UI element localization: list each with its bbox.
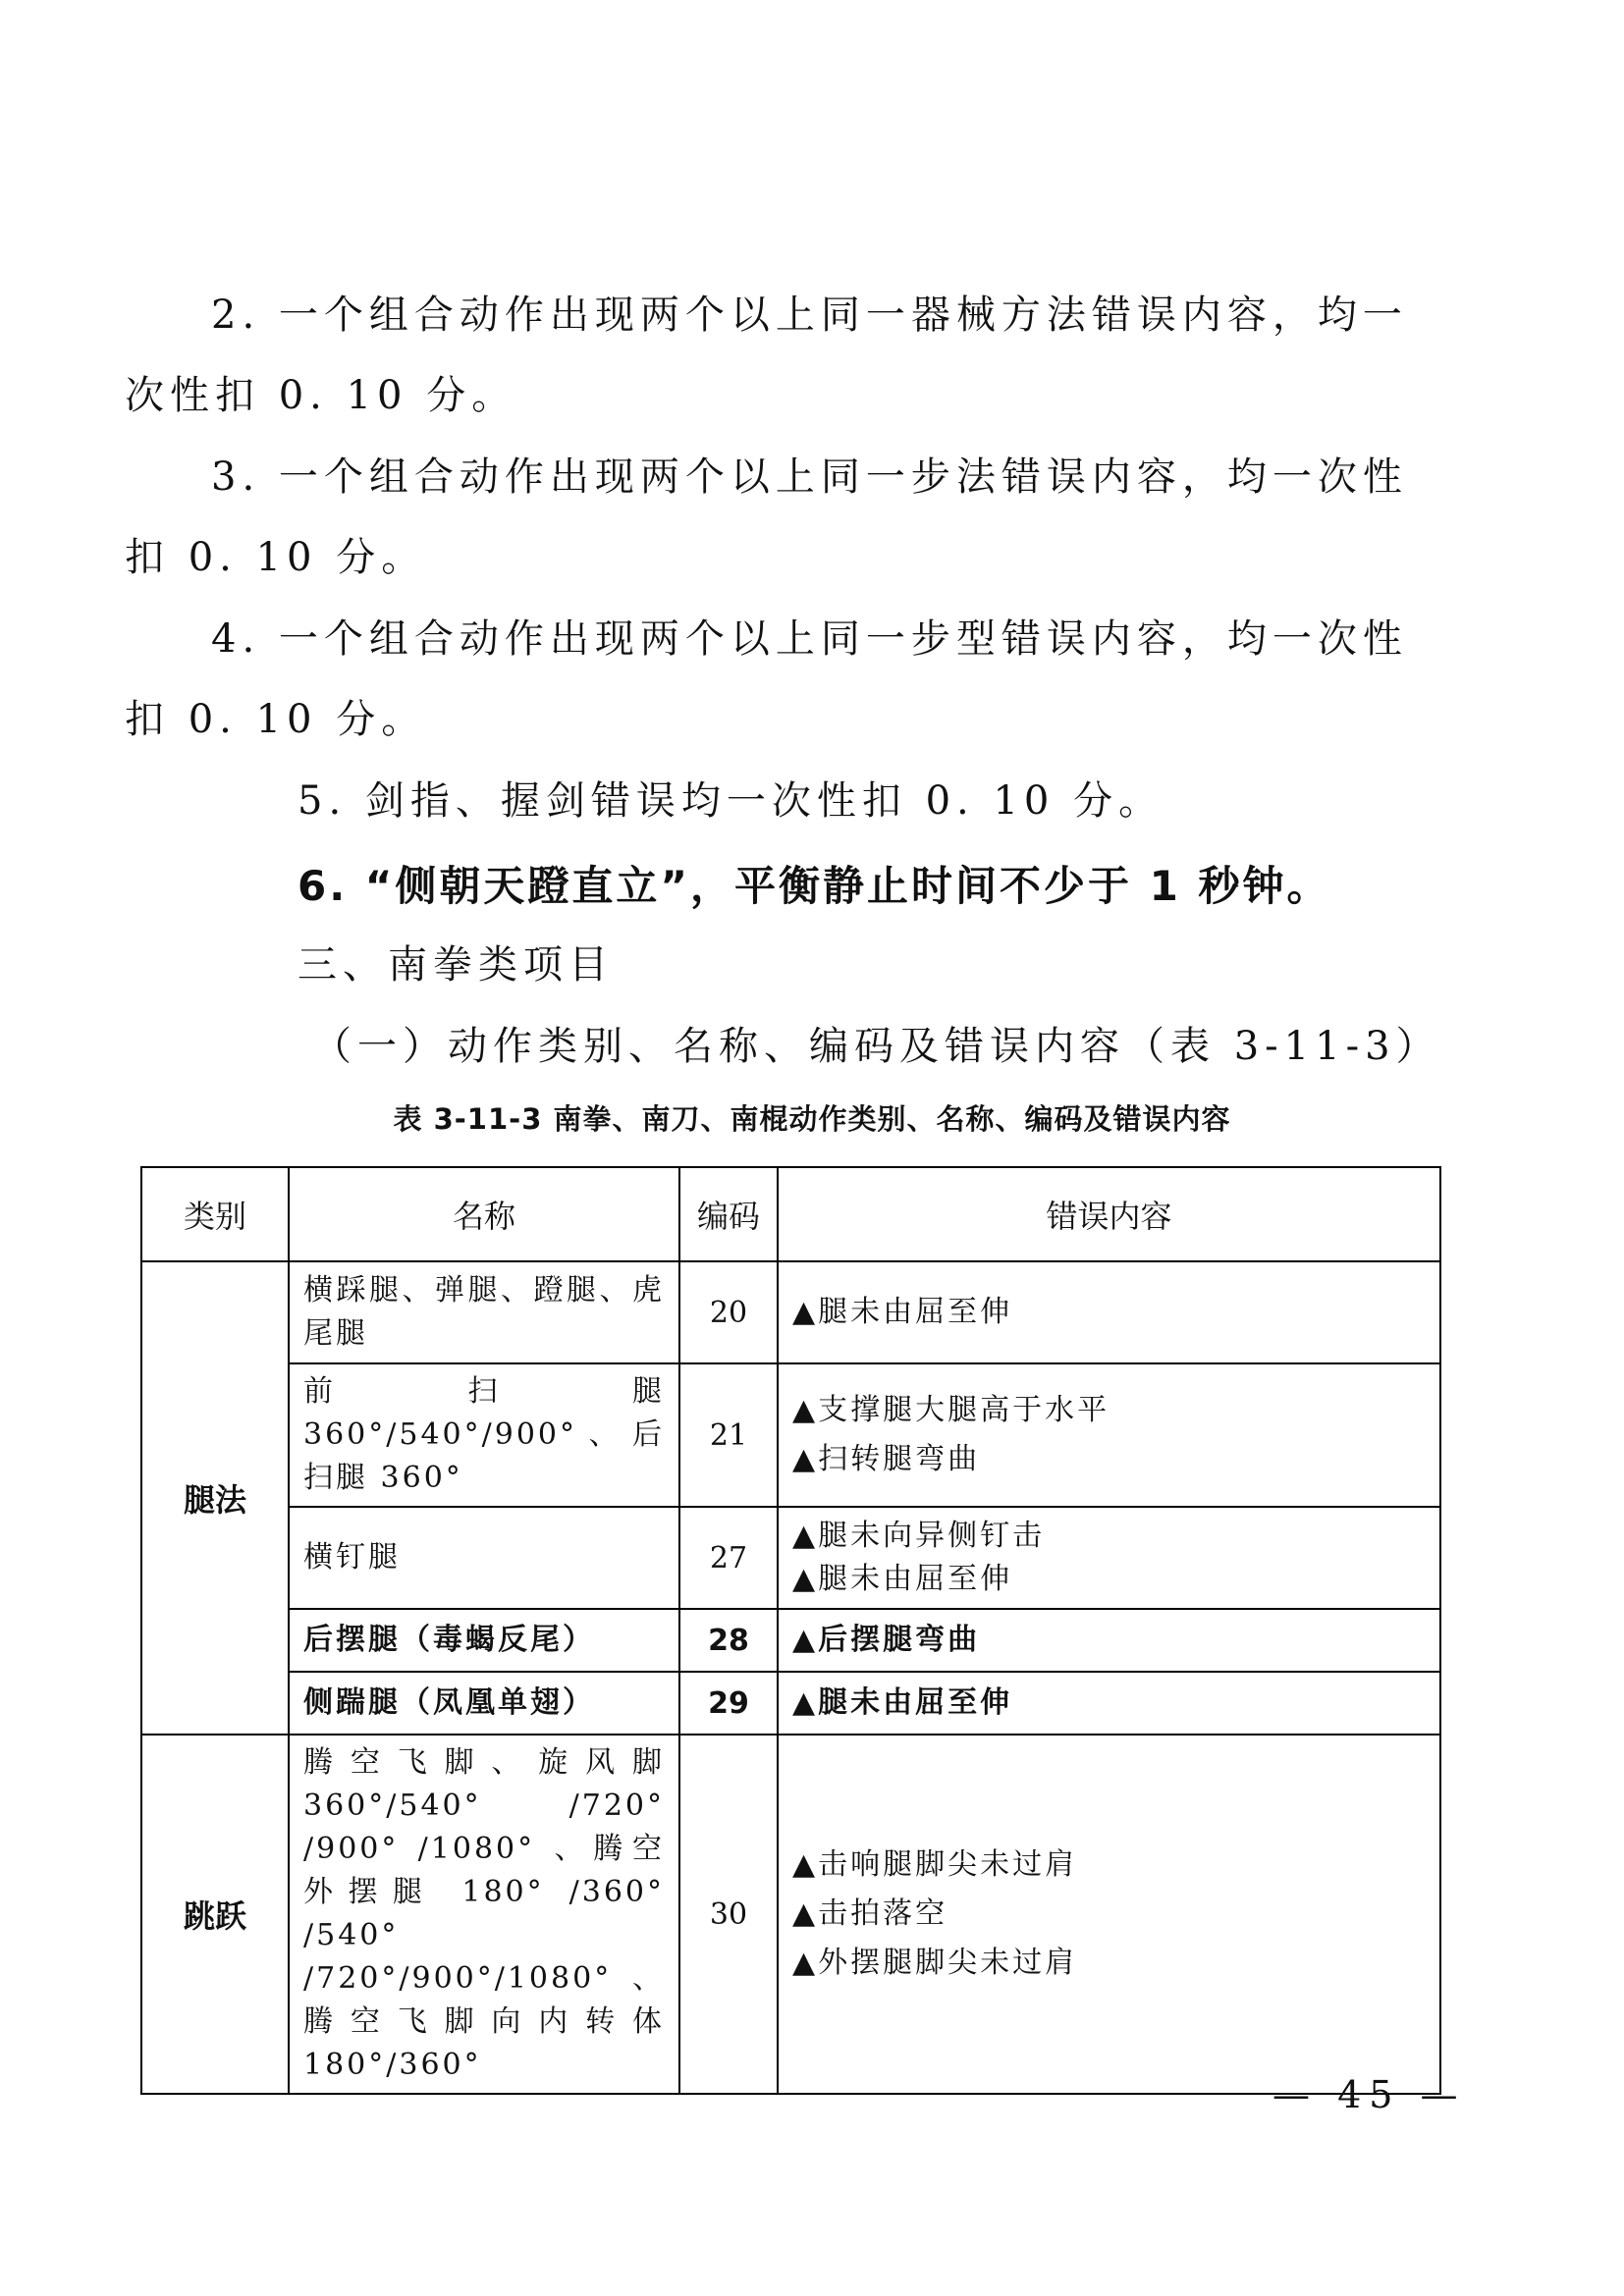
page-number: — 45 —	[1272, 2073, 1466, 2116]
errors-cell	[778, 1735, 1440, 2094]
name-cell: 后摆腿（毒蝎反尾）	[289, 1609, 679, 1672]
paragraph-rule-2-line2: 次性扣 0. 10 分。	[125, 373, 517, 418]
paragraph-rule-5: 5. 剑指、握剑错误均一次性扣 0. 10 分。	[298, 778, 1164, 824]
paragraph-rule-4-line1: 4. 一个组合动作出现两个以上同一步型错误内容，均一次性	[211, 616, 1408, 662]
code-cell: 20	[679, 1261, 778, 1363]
errors-cell	[778, 1672, 1440, 1735]
name-cell: 横踩腿、弹腿、蹬腿、虎尾腿	[289, 1261, 679, 1363]
error-item: ▲腿未由屈至伸	[792, 1562, 1013, 1596]
category-cell: 跳跃	[141, 1735, 289, 2094]
paragraph-rule-3-line1: 3. 一个组合动作出现两个以上同一步法错误内容，均一次性	[211, 454, 1408, 500]
rules-table	[140, 1166, 1441, 2095]
errors-cell	[778, 1261, 1440, 1363]
paragraph-rule-2-line1: 2. 一个组合动作出现两个以上同一器械方法错误内容，均一	[211, 293, 1408, 338]
errors-cell	[778, 1363, 1440, 1507]
table-row	[141, 1363, 1440, 1507]
paragraph-rule-4-line2: 扣 0. 10 分。	[125, 697, 427, 742]
category-cell: 腿法	[141, 1261, 289, 1735]
error-item: ▲支撑腿大腿高于水平	[792, 1393, 1110, 1427]
subsection-heading: （一）动作类别、名称、编码及错误内容（表 3-11-3）	[312, 1024, 1441, 1069]
header-category: 类别	[141, 1167, 289, 1261]
header-errors: 错误内容	[778, 1167, 1440, 1261]
table-row	[141, 1672, 1440, 1735]
table-row	[141, 1261, 1440, 1363]
name-cell: 前扫腿 360°/540°/900°、后扫腿 360°	[289, 1363, 679, 1507]
header-code: 编码	[679, 1167, 778, 1261]
table-header-row	[141, 1167, 1440, 1261]
error-item: ▲后摆腿弯曲	[792, 1623, 981, 1657]
header-name: 名称	[289, 1167, 679, 1261]
error-item: ▲腿未由屈至伸	[792, 1295, 1013, 1329]
table-row	[141, 1609, 1440, 1672]
table-caption: 表 3-11-3 南拳、南刀、南棍动作类别、名称、编码及错误内容	[393, 1102, 1231, 1136]
code-cell: 21	[679, 1363, 778, 1507]
error-item: ▲扫转腿弯曲	[792, 1442, 981, 1476]
name-cell: 侧踹腿（凤凰单翅）	[289, 1672, 679, 1735]
name-cell: 腾空飞脚、旋风脚 360°/540° /720° /900° /1080° 、腾空外摆腿 180° /360° /540° /720°/900°/1080°、腾空飞脚向内转体 180°/360°	[289, 1735, 679, 2094]
error-item: ▲腿未由屈至伸	[792, 1685, 1013, 1720]
error-item: ▲外摆腿脚尖未过肩	[792, 1946, 1078, 1980]
name-cell: 横钉腿	[289, 1507, 679, 1609]
code-cell: 30	[679, 1735, 778, 2094]
paragraph-rule-2	[125, 275, 1438, 436]
error-item: ▲击响腿脚尖未过肩	[792, 1847, 1078, 1882]
code-cell: 28	[679, 1609, 778, 1672]
paragraph-rule-3-line2: 扣 0. 10 分。	[125, 535, 427, 580]
error-item: ▲击拍落空	[792, 1896, 948, 1931]
paragraph-rule-6: 6. “侧朝天蹬直立”，平衡静止时间不少于 1 秒钟。	[298, 862, 1331, 910]
code-cell: 27	[679, 1507, 778, 1609]
paragraph-rule-3	[125, 437, 1438, 598]
code-cell: 29	[679, 1672, 778, 1735]
errors-cell	[778, 1507, 1440, 1609]
paragraph-rule-4	[125, 599, 1438, 760]
table-row	[141, 1507, 1440, 1609]
errors-cell	[778, 1609, 1440, 1672]
error-item: ▲腿未向异侧钉击	[792, 1519, 1046, 1553]
section-heading: 三、南拳类项目	[298, 942, 614, 988]
table-row	[141, 1735, 1440, 2094]
